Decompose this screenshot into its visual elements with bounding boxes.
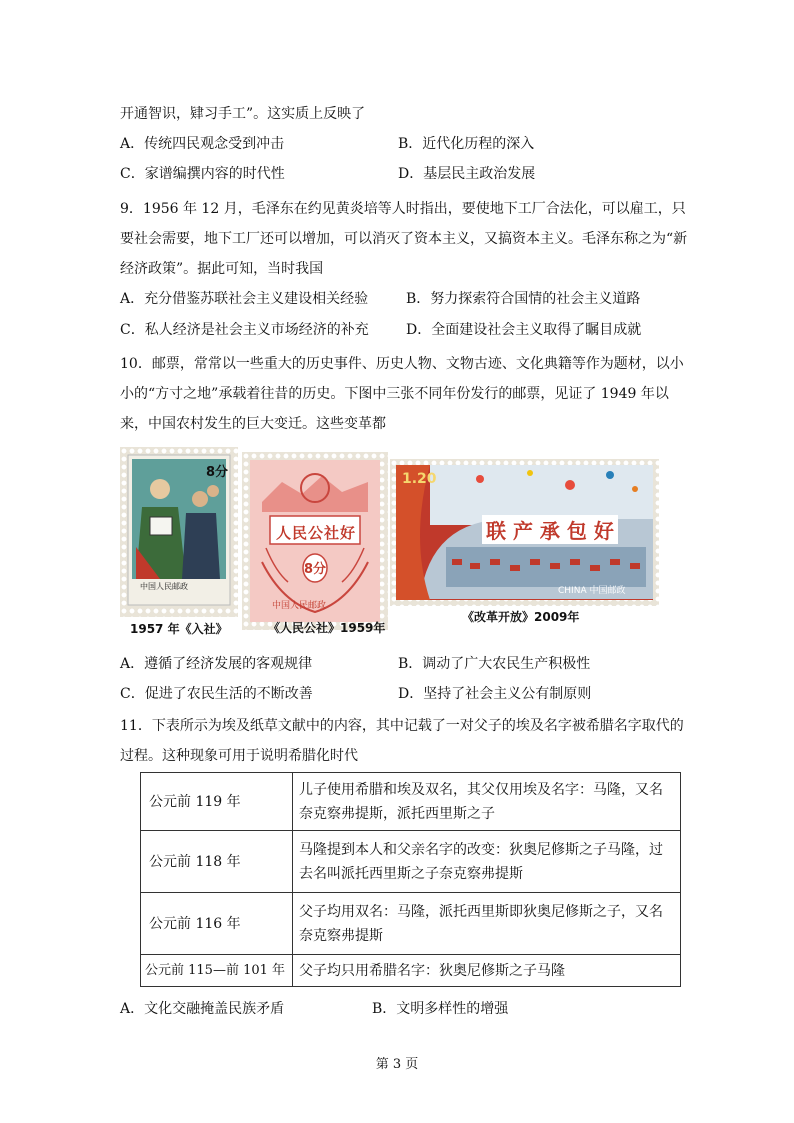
table-cell-text: 父子均只用希腊名字：狄奥尼修斯之子马隆 xyxy=(293,955,681,987)
table-row xyxy=(141,955,681,987)
q10-option-b: B．调动了广大农民生产积极性 xyxy=(398,656,591,672)
q9-stem-line-2: 要社会需要，地下工厂还可以增加，可以消灭了资本主义，又搞资本主义。毛泽东称之为“新 xyxy=(120,231,688,247)
q8-option-c: C．家谱编撰内容的时代性 xyxy=(120,166,285,182)
table-row xyxy=(141,773,681,831)
q11-stem-line-2: 过程。这种现象可用于说明希腊化时代 xyxy=(120,748,358,764)
q10-stem-line-1: 10．邮票，常常以一些重大的历史事件、历史人物、文物古迹、文化典籍等作为题材，以小 xyxy=(120,356,684,372)
stamp-2009-slogan: 联 产 承 包 好 xyxy=(482,515,618,544)
q9-option-d: D．全面建设社会主义取得了瞩目成就 xyxy=(406,322,642,338)
stamp-2009-caption: 《改革开放》2009年 xyxy=(462,610,580,624)
stamp-2009-denomination: 1.20 xyxy=(402,471,437,487)
q11-option-b: B．文明多样性的增强 xyxy=(372,1001,509,1017)
q11-stem-line-1: 11．下表所示为埃及纸草文献中的内容，其中记载了一对父子的埃及名字被希腊名字取代的 xyxy=(120,718,684,734)
q10-option-a: A．遵循了经济发展的客观规律 xyxy=(120,656,313,672)
stamp-1959-country: 中国人民邮政 xyxy=(272,601,327,611)
stamp-1957 xyxy=(120,447,238,617)
q10-stem-line-3: 来，中国农村发生的巨大变迁。这些变革都 xyxy=(120,416,386,432)
table-row xyxy=(141,893,681,955)
stamp-1957-denomination: 8分 xyxy=(206,465,229,480)
q9-stem-line-1: 9．1956 年 12 月，毛泽东在约见黄炎培等人时指出，要使地下工厂合法化，可以雇工，只 xyxy=(120,201,686,217)
q11-option-a: A．文化交融掩盖民族矛盾 xyxy=(120,1001,285,1017)
q8-stem-tail: 开通智识，肄习手工”。这实质上反映了 xyxy=(120,106,366,122)
q10-stem-line-2: 小的“方寸之地”承载着往昔的历史。下图中三张不同年份发行的邮票，见证了 1949 年以 xyxy=(120,386,669,402)
table-cell-year: 公元前 116 年 xyxy=(141,893,293,955)
q9-option-c: C．私人经济是社会主义市场经济的补充 xyxy=(120,322,369,338)
q9-option-a: A．充分借鉴苏联社会主义建设相关经验 xyxy=(120,291,369,307)
table-row xyxy=(141,831,681,893)
q8-option-a: A．传统四民观念受到冲击 xyxy=(120,136,285,152)
table-cell-text: 马隆提到本人和父亲名字的改变：狄奥尼修斯之子马隆，过去名叫派托西里斯之子奈克察弗提斯 xyxy=(293,831,681,893)
q8-option-b: B．近代化历程的深入 xyxy=(398,136,535,152)
table-cell-text: 儿子使用希腊和埃及双名，其父仅用埃及名字：马隆，又名奈克察弗提斯，派托西里斯之子 xyxy=(293,773,681,831)
stamp-1959-slogan: 人民公社好 xyxy=(276,524,357,542)
stamp-2009-country: CHINA 中国邮政 xyxy=(558,586,626,596)
q8-option-d: D．基层民主政治发展 xyxy=(398,166,536,182)
table-cell-year: 公元前 118 年 xyxy=(141,831,293,893)
q10-option-c: C．促进了农民生活的不断改善 xyxy=(120,686,313,702)
stamp-1959 xyxy=(242,452,388,630)
table-cell-text: 父子均用双名：马隆，派托西里斯即狄奥尼修斯之子，又名奈克察弗提斯 xyxy=(293,893,681,955)
stamp-1957-country: 中国人民邮政 xyxy=(140,582,188,591)
q10-option-d: D．坚持了社会主义公有制原则 xyxy=(398,686,592,702)
table-cell-year: 公元前 119 年 xyxy=(141,773,293,831)
stamp-1957-caption: 1957 年《入社》 xyxy=(130,622,228,636)
stamp-2009 xyxy=(390,459,659,606)
stamp-1959-caption: 《人民公社》1959年 xyxy=(268,621,386,635)
q9-option-b: B．努力探索符合国情的社会主义道路 xyxy=(406,291,641,307)
papyrus-name-table xyxy=(140,772,681,987)
stamp-1959-denomination: 8分 xyxy=(304,562,327,577)
page-number: 第 3 页 xyxy=(375,1057,419,1072)
q9-stem-line-3: 经济政策”。据此可知，当时我国 xyxy=(120,261,324,277)
table-cell-year: 公元前 115—前 101 年 xyxy=(141,955,293,987)
